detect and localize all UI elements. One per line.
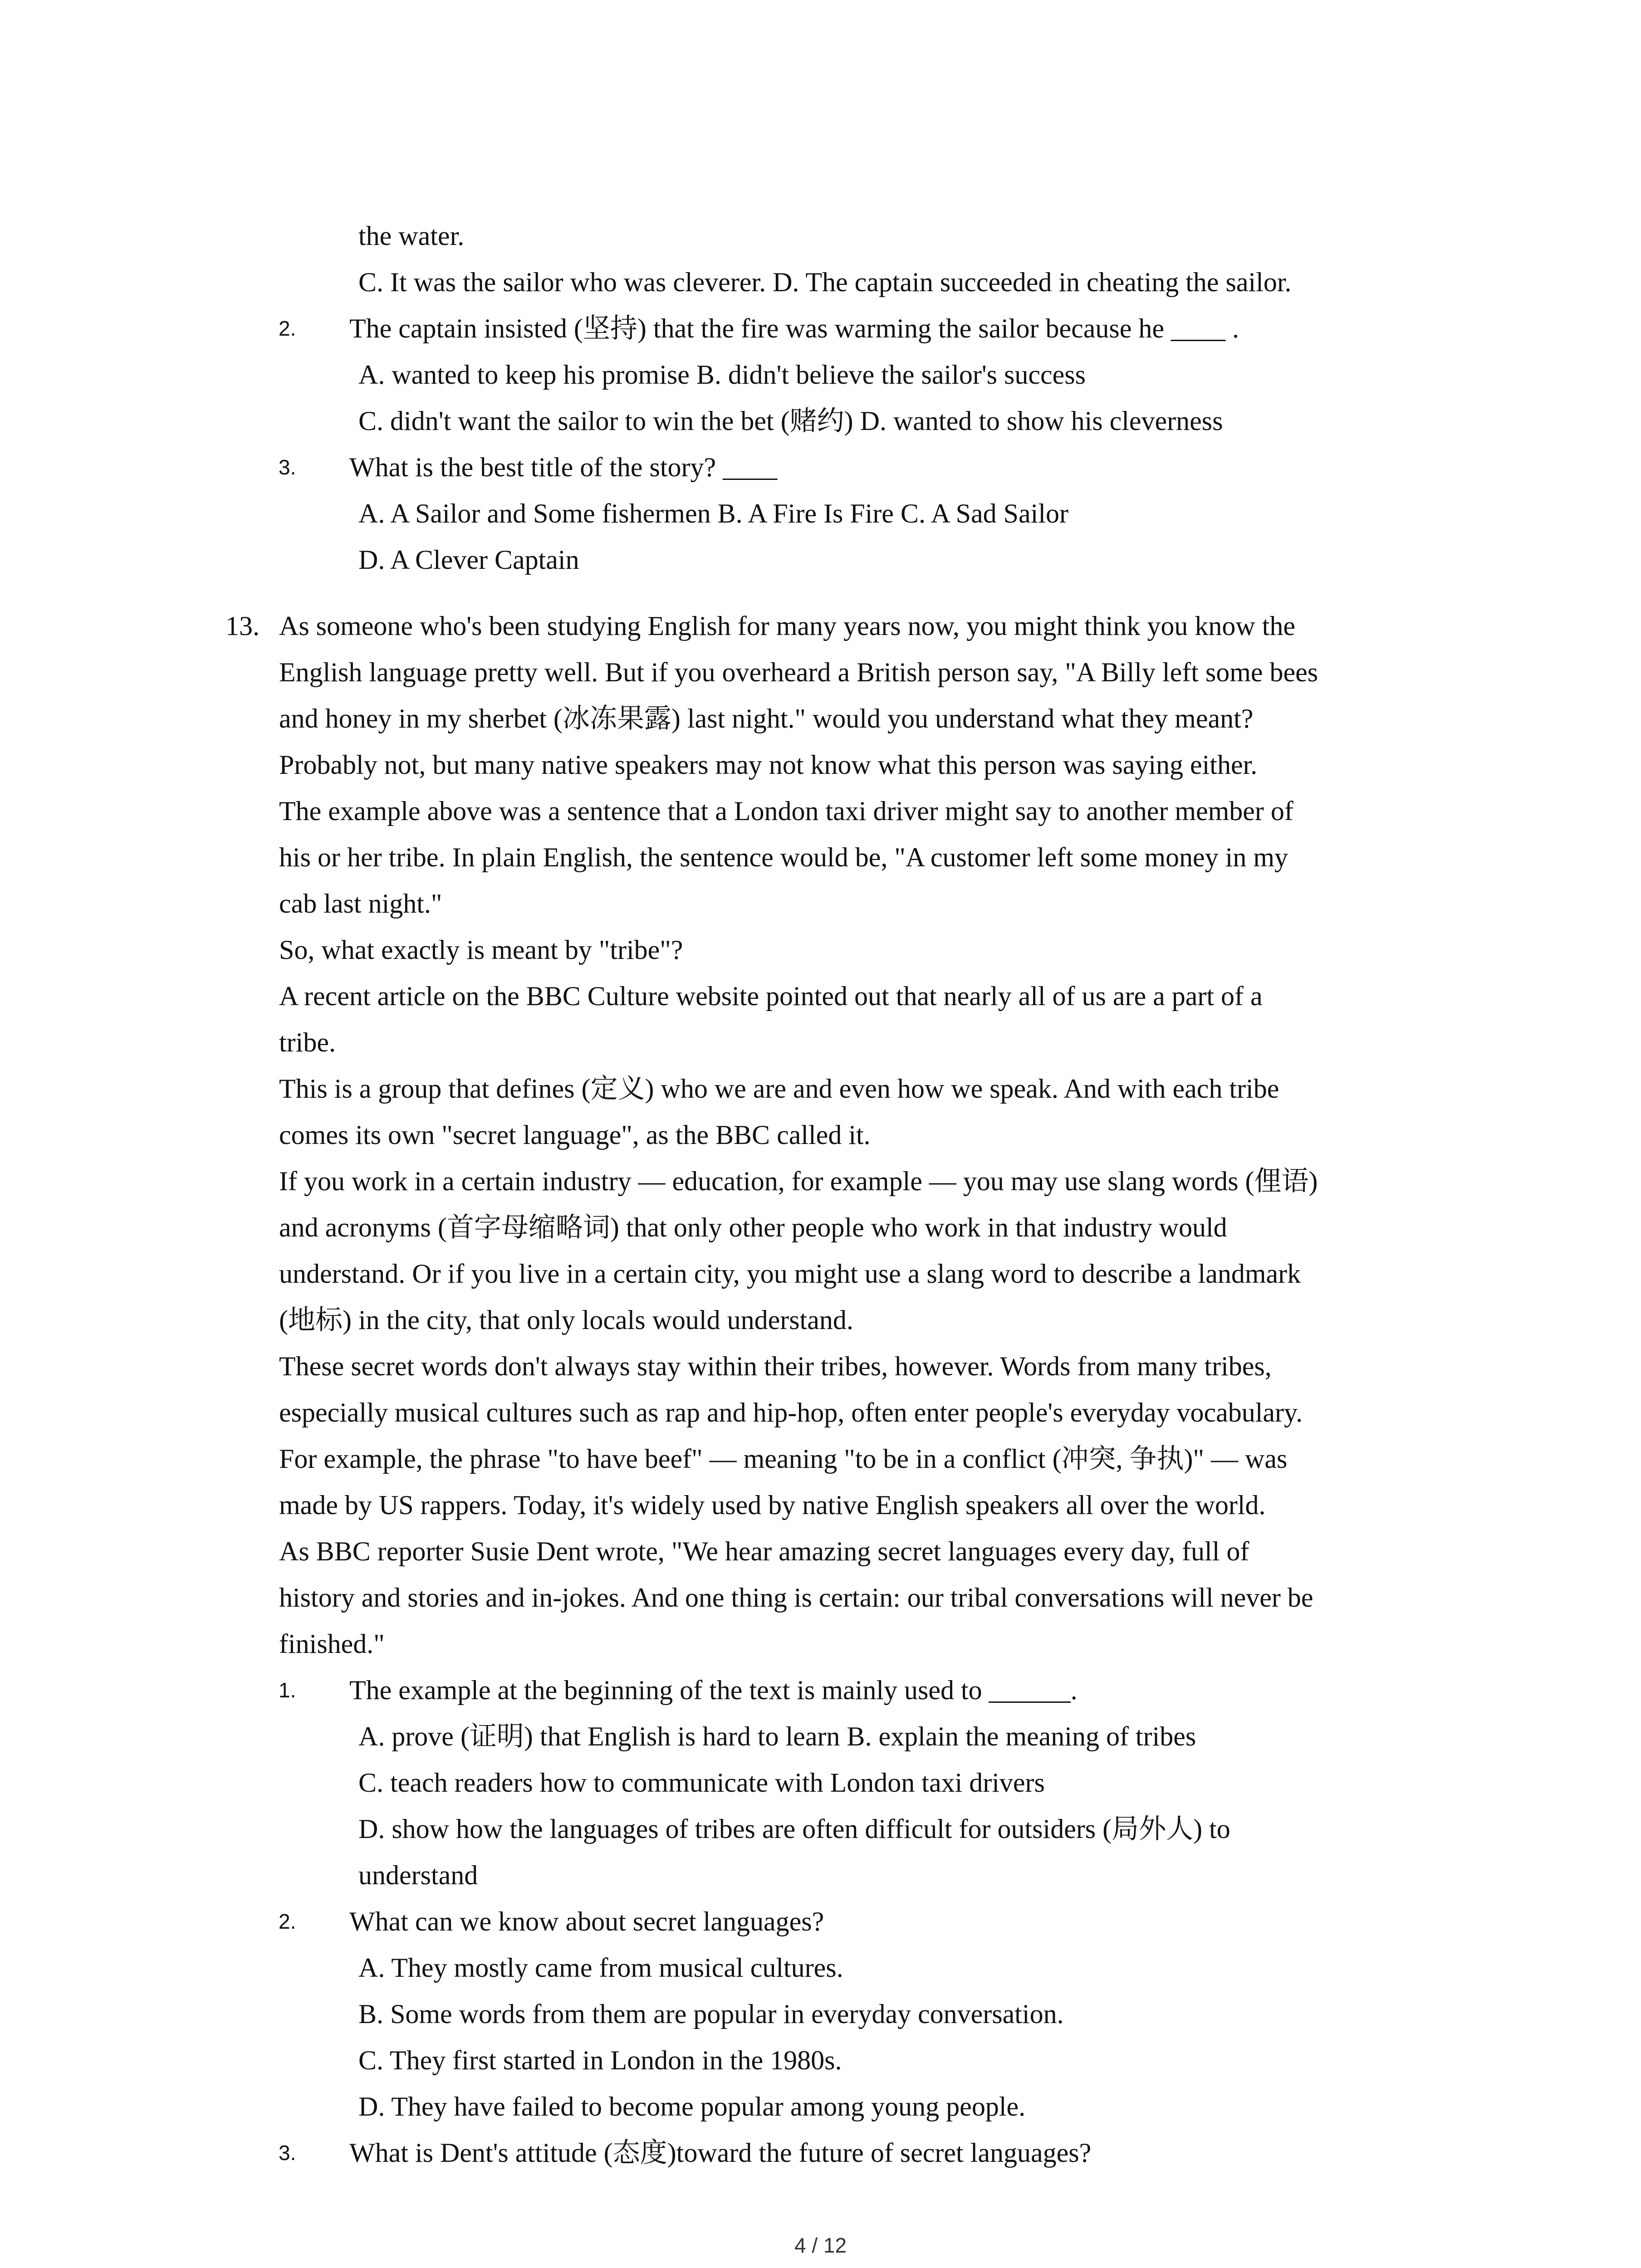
passage-line: This is a group that defines (定义) who we are and even how we speak. And with each tribe — [279, 1074, 1279, 1104]
option-line: D. show how the languages of tribes are often difficult for outsiders (局外人) to — [358, 1814, 1230, 1844]
option-line: understand — [358, 1860, 478, 1890]
passage-line: English language pretty well. But if you overheard a British person say, "A Billy left some bees — [279, 657, 1318, 687]
passage-line: his or her tribe. In plain English, the sentence would be, "A customer left some money in my — [279, 842, 1288, 872]
passage-line: the water. — [358, 221, 465, 251]
subquestion-number: 2. — [279, 1910, 296, 1933]
subquestion-number: 2. — [279, 317, 296, 340]
passage-line: As someone who's been studying English for many years now, you might think you know the — [279, 611, 1296, 641]
passage-line: For example, the phrase "to have beef" — meaning "to be in a conflict (冲突, 争执)" — was — [279, 1444, 1288, 1474]
subquestion-stem: What can we know about secret languages? — [349, 1906, 824, 1936]
subquestion-number: 1. — [279, 1678, 296, 1702]
option-line: A. A Sailor and Some fishermen B. A Fire Is Fire C. A Sad Sailor — [358, 499, 1068, 528]
passage-line: and honey in my sherbet (冰冻果露) last night." would you understand what they meant? — [279, 704, 1254, 733]
option-line: D. A Clever Captain — [358, 545, 579, 575]
passage-line: finished." — [279, 1629, 385, 1659]
passage-line: So, what exactly is meant by "tribe"? — [279, 935, 683, 965]
passage-line: especially musical cultures such as rap and hip-hop, often enter people's everyday vocabulary. — [279, 1398, 1303, 1427]
option-line: A. wanted to keep his promise B. didn't believe the sailor's success — [358, 360, 1086, 390]
question-number: 13. — [225, 611, 260, 641]
option-line: C. teach readers how to communicate with London taxi drivers — [358, 1768, 1045, 1798]
passage-line: As BBC reporter Susie Dent wrote, "We hear amazing secret languages every day, full of — [279, 1536, 1249, 1566]
option-line: C. didn't want the sailor to win the bet (赌约) D. wanted to show his cleverness — [358, 406, 1223, 436]
passage-line: history and stories and in-jokes. And one thing is certain: our tribal conversations will never be — [279, 1583, 1313, 1613]
passage-line: understand. Or if you live in a certain city, you might use a slang word to describe a landmark — [279, 1259, 1301, 1289]
option-line: C. They first started in London in the 1980s. — [358, 2045, 842, 2075]
subquestion-stem: What is the best title of the story? ____ — [349, 452, 778, 482]
passage-line: Probably not, but many native speakers may not know what this person was saying either. — [279, 750, 1258, 780]
passage-line: cab last night." — [279, 889, 442, 919]
option-line: C. It was the sailor who was cleverer. D. The captain succeeded in cheating the sailor. — [358, 267, 1292, 297]
subquestion-number: 3. — [279, 2141, 296, 2165]
option-line: A. prove (证明) that English is hard to learn B. explain the meaning of tribes — [358, 1721, 1196, 1751]
passage-line: and acronyms (首字母缩略词) that only other people who work in that industry would — [279, 1212, 1227, 1242]
option-line: D. They have failed to become popular among young people. — [358, 2092, 1026, 2121]
passage-line: tribe. — [279, 1027, 336, 1057]
option-line: B. Some words from them are popular in everyday conversation. — [358, 1999, 1064, 2029]
subquestion-stem: The captain insisted (坚持) that the fire was warming the sailor because he ____ . — [349, 313, 1239, 343]
option-line: A. They mostly came from musical cultures. — [358, 1953, 843, 1983]
page-number: 4 / 12 — [794, 2234, 847, 2257]
passage-line: (地标) in the city, that only locals would understand. — [279, 1305, 853, 1335]
passage-line: The example above was a sentence that a London taxi driver might say to another member of — [279, 796, 1293, 826]
passage-line: If you work in a certain industry — education, for example — you may use slang words (俚语) — [279, 1166, 1318, 1196]
subquestion-number: 3. — [279, 455, 296, 479]
passage-line: A recent article on the BBC Culture website pointed out that nearly all of us are a part of a — [279, 981, 1263, 1011]
subquestion-stem: What is Dent's attitude (态度)toward the future of secret languages? — [349, 2138, 1092, 2168]
subquestion-stem: The example at the beginning of the text is mainly used to ______. — [349, 1675, 1078, 1705]
passage-line: comes its own "secret language", as the BBC called it. — [279, 1120, 871, 1150]
passage-line: These secret words don't always stay within their tribes, however. Words from many tribes, — [279, 1351, 1272, 1381]
passage-line: made by US rappers. Today, it's widely used by native English speakers all over the world. — [279, 1490, 1266, 1520]
